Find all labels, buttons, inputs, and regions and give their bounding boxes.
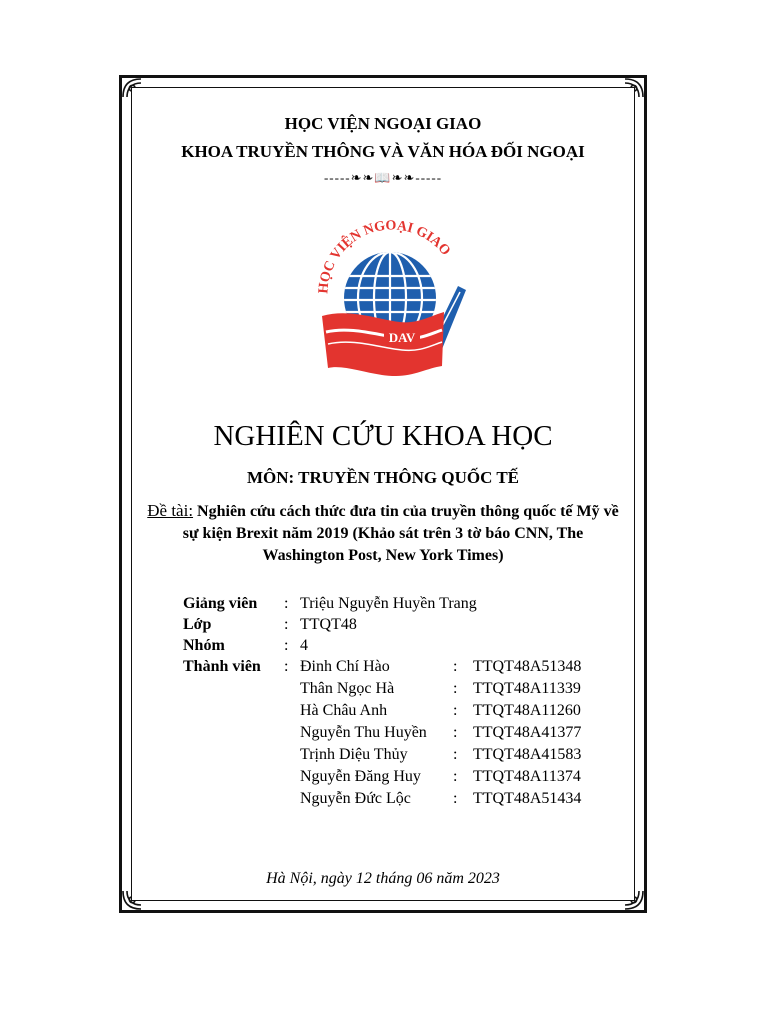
separator: : (284, 658, 289, 675)
separator: : (453, 724, 458, 741)
corner-ornament-icon (121, 889, 143, 911)
date-line: Hà Nội, ngày 12 tháng 06 năm 2023 (266, 870, 500, 887)
member-id: TTQT48A41583 (473, 746, 582, 763)
member-id: TTQT48A51348 (473, 658, 582, 675)
topic-label: Đề tài: (147, 501, 194, 520)
separator: : (284, 637, 289, 654)
topic-text: Nghiên cứu cách thức đưa tin của truyền thông quốc tế Mỹ về sự kiện Brexit năm 2019 (Khảo sát trên 3 tờ báo CNN, The Washington Post, New York Times) (182, 503, 619, 564)
group-value: 4 (300, 637, 308, 654)
corner-ornament-icon (623, 77, 645, 99)
subject-line: MÔN: TRUYỀN THÔNG QUỐC TẾ (246, 468, 520, 487)
faculty-name: KHOA TRUYỀN THÔNG VÀ VĂN HÓA ĐỐI NGOẠI (181, 142, 585, 161)
member-id: TTQT48A11339 (473, 680, 581, 697)
member-name: Hà Châu Anh (300, 702, 388, 719)
logo-arc-text: HỌC VIỆN NGOẠI GIAO (316, 218, 453, 295)
separator: : (453, 680, 458, 697)
member-id: TTQT48A51434 (473, 790, 582, 807)
ornamental-divider: -----❧❧📖❧❧----- (323, 170, 443, 185)
member-name: Nguyễn Thu Huyền (300, 724, 427, 741)
member-name: Đinh Chí Hào (300, 658, 390, 675)
separator: : (453, 768, 458, 785)
member-name: Nguyễn Đức Lộc (300, 790, 411, 807)
corner-ornament-icon (121, 77, 143, 99)
lecturer-name: Triệu Nguyễn Huyền Trang (300, 595, 477, 612)
separator: : (453, 790, 458, 807)
lecturer-label: Giảng viên (183, 595, 258, 612)
class-label: Lớp (183, 616, 212, 633)
member-id: TTQT48A41377 (473, 724, 582, 741)
separator: : (453, 702, 458, 719)
separator: : (284, 595, 289, 612)
class-value: TTQT48 (300, 616, 357, 633)
corner-ornament-icon (623, 889, 645, 911)
separator: : (453, 658, 458, 675)
member-name: Trịnh Diệu Thủy (300, 746, 408, 763)
separator: : (284, 616, 289, 633)
member-name: Nguyễn Đăng Huy (300, 768, 421, 785)
member-id: TTQT48A11374 (473, 768, 581, 785)
member-id: TTQT48A11260 (473, 702, 581, 719)
members-label: Thành viên (183, 658, 261, 675)
institution-name: HỌC VIỆN NGOẠI GIAO (284, 114, 482, 133)
topic-block (141, 500, 625, 567)
separator: : (453, 746, 458, 763)
group-label: Nhóm (183, 637, 225, 654)
logo-banner-text: DAV (388, 330, 416, 345)
member-name: Thân Ngọc Hà (300, 680, 395, 697)
document-title: NGHIÊN CỨU KHOA HỌC (213, 420, 553, 452)
dav-logo (310, 216, 474, 384)
